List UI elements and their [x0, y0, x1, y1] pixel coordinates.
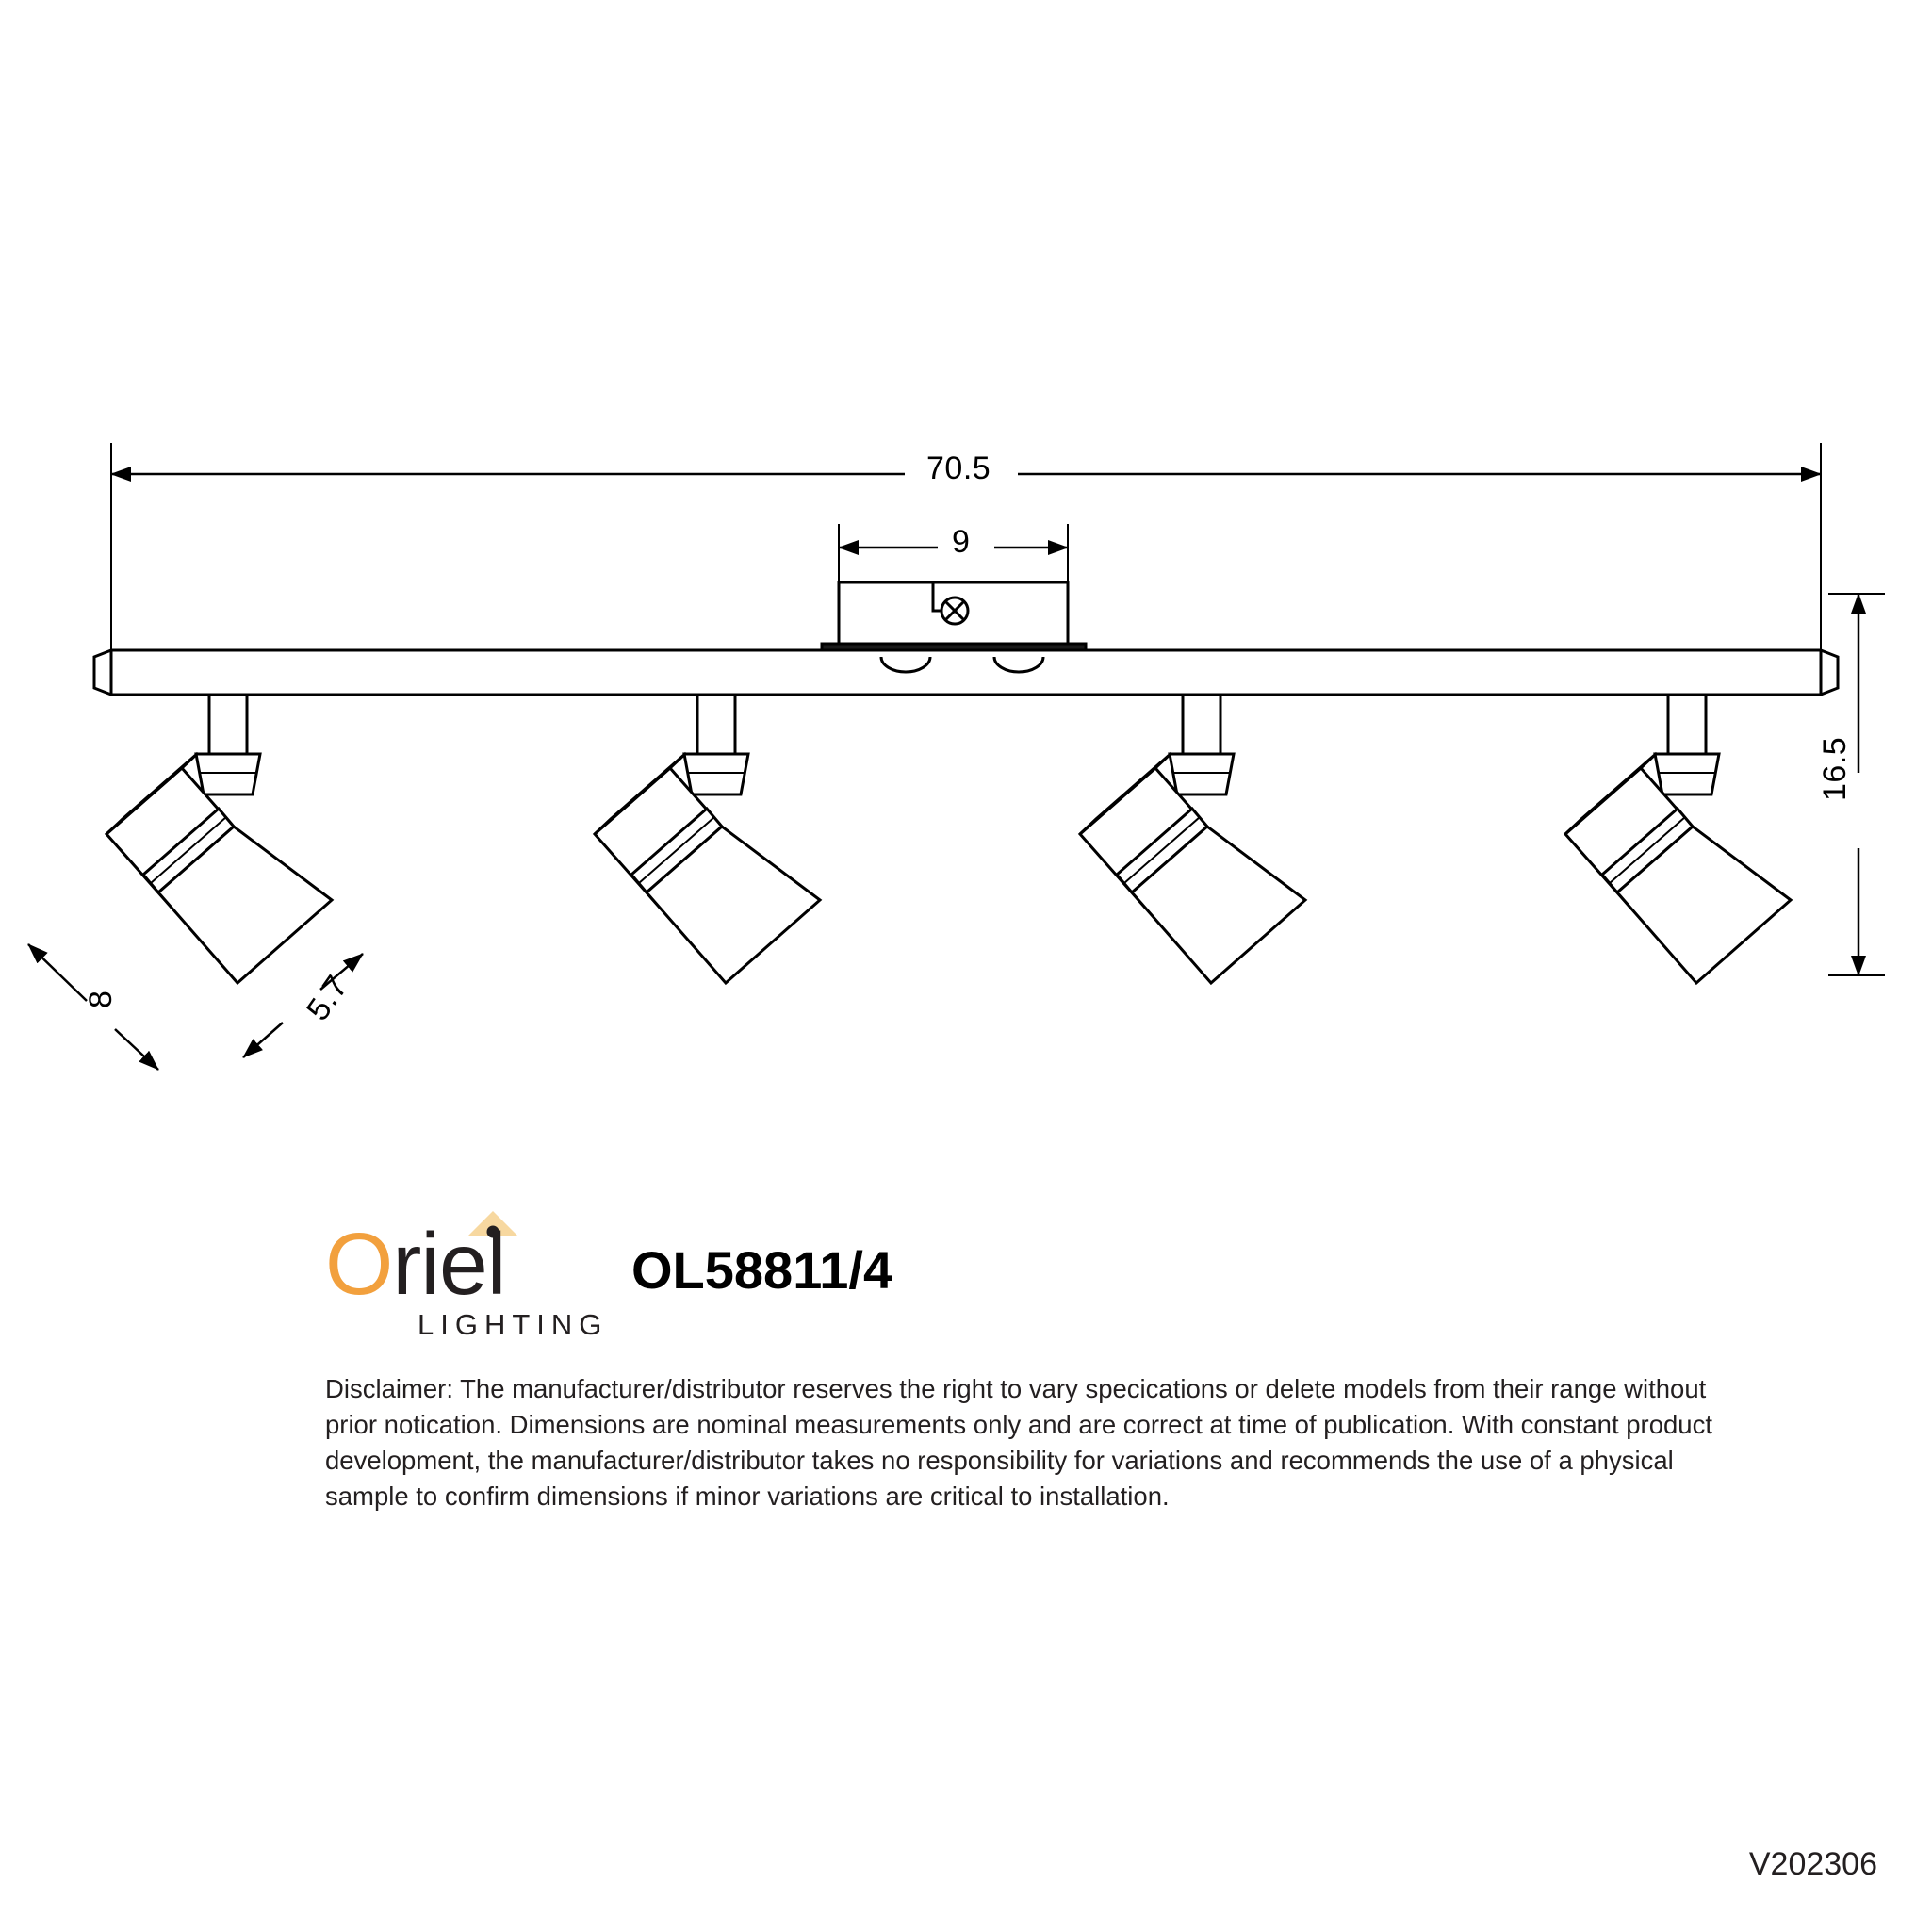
logo-letter-o: O	[325, 1215, 393, 1313]
logo-wordmark	[325, 1215, 506, 1313]
spot-head-4	[1565, 695, 1791, 983]
logo-letters-riel: riel	[392, 1215, 506, 1313]
dimension-label-overall-width: 70.5	[926, 450, 991, 486]
brand-block	[325, 1211, 893, 1341]
dimension-label-canopy-width: 9	[952, 524, 971, 560]
logo-tagline: LIGHTING	[418, 1308, 609, 1341]
disclaimer-text: Disclaimer: The manufacturer/distributor reserves the right to vary specications or delete models from their range without prior notication. Dimensions are nominal measurements only and are correct at time of publication. With constant product development, the manufacturer/distributor takes no responsibility for variations and recommends the use of a physical sample to confirm dimensions if minor variations are critical to installation.	[325, 1374, 1712, 1511]
dimension-label-overall-drop: 16.5	[1817, 736, 1853, 801]
version-code: V202306	[1748, 1846, 1877, 1882]
ceiling-canopy	[822, 582, 1086, 657]
dimension-label-head-width: 5.7	[300, 969, 356, 1027]
spot-head-3	[1080, 695, 1305, 983]
oriel-logo	[325, 1211, 609, 1341]
spot-head-1	[106, 695, 332, 983]
model-code: OL58811/4	[631, 1240, 893, 1300]
spot-head-2	[595, 695, 820, 983]
track-bar	[94, 650, 1838, 695]
dimension-label-head-depth: 8	[83, 990, 119, 1008]
